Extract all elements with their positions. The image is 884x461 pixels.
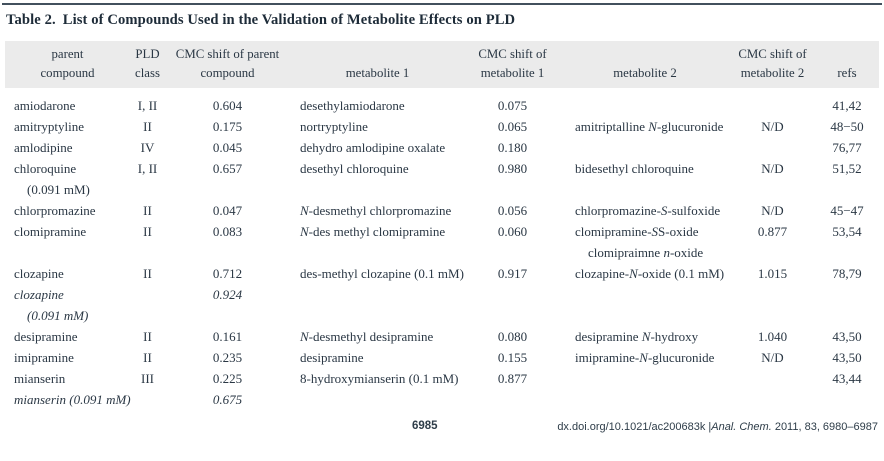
cell-cmc_met1: 0.917 (497, 266, 528, 281)
cell-met2 (560, 389, 730, 410)
cell-cmc_met1: 0.180 (497, 140, 528, 155)
cell-cmc_met2: N/D (761, 350, 784, 365)
table-title-label: Table 2. (6, 12, 56, 28)
cell-pld: III (141, 371, 154, 386)
cell-pld: II (143, 203, 152, 218)
cell-refs: 43,44 (832, 371, 862, 386)
cell-pld: II (143, 224, 152, 239)
cell-pld: IV (140, 140, 155, 155)
column-header-met2: metabolite 2 (560, 41, 730, 88)
cell-cmc_met1: 0.877 (497, 371, 528, 386)
cell-cmc_met1 (465, 389, 560, 410)
cell-met2: clomipramine-SS-oxide clomipraimne n-oxide (575, 224, 704, 260)
cell-met1: N-des methyl clomipramine (300, 224, 446, 239)
cell-pld (130, 389, 165, 410)
table-row (5, 368, 879, 389)
cell-parent: amitryptyline (14, 119, 85, 134)
cell-pld: II (143, 329, 152, 344)
cell-cmc_parent: 0.235 (212, 350, 243, 365)
cell-cmc_parent: 0.657 (212, 161, 243, 176)
cell-met2: bidesethyl chloroquine (575, 161, 694, 176)
header-row (5, 41, 879, 88)
cell-parent: mianserin (14, 371, 66, 386)
cell-cmc_met1: 0.155 (497, 350, 528, 365)
column-header-met1: metabolite 1 (290, 41, 465, 88)
cell-parent: amiodarone (14, 98, 76, 113)
top-rule (2, 3, 882, 5)
cell-parent: clomipramine (14, 224, 87, 239)
cell-parent: desipramine (14, 329, 78, 344)
cell-cmc_met2: N/D (761, 161, 784, 176)
column-header-refs: refs (815, 41, 879, 88)
page-footer (0, 420, 884, 438)
cell-refs: 43,50 (832, 329, 862, 344)
cell-cmc_met2: 1.040 (757, 329, 788, 344)
cell-refs: 41,42 (832, 98, 862, 113)
cell-met1: des-methyl clozapine (0.1 mM) (300, 266, 464, 281)
cell-pld: II (143, 119, 152, 134)
cell-cmc_parent: 0.045 (212, 140, 243, 155)
cell-met2: clozapine-N-oxide (0.1 mM) (575, 266, 725, 281)
cell-met2 (560, 137, 730, 158)
page-number: 6985 (412, 420, 438, 432)
cell-met2: imipramine-N-glucuronide (575, 350, 715, 365)
cell-cmc_parent: 0.225 (212, 371, 243, 386)
cell-parent: chloroquine (0.091 mM) (14, 161, 90, 197)
cell-cmc_met2 (730, 137, 815, 158)
cell-refs: 76,77 (832, 140, 862, 155)
cell-met1: desethylamiodarone (300, 98, 405, 113)
cell-parent: clozapine clozapine (0.091 mM) (14, 266, 89, 323)
cell-cmc_met2: N/D (761, 203, 784, 218)
table-header (5, 41, 879, 88)
table-row (5, 158, 879, 200)
column-header-pld: PLD class (130, 41, 165, 88)
table-row (5, 88, 879, 116)
cell-refs: 53,54 (832, 224, 862, 239)
cell-cmc_met2: N/D (761, 119, 784, 134)
cell-met2: desipramine N-hydroxy (575, 329, 699, 344)
cell-met1 (290, 389, 465, 410)
compounds-table (5, 41, 879, 410)
cell-refs: 78,79 (832, 266, 862, 281)
cell-cmc_met1: 0.056 (497, 203, 528, 218)
citation-volume-pages: 2011, 83, 6980–6987 (771, 421, 878, 433)
cell-cmc_parent: 0.047 (212, 203, 243, 218)
cell-met1: 8-hydroxymianserin (0.1 mM) (300, 371, 459, 386)
cell-cmc_met1: 0.980 (497, 161, 528, 176)
cell-refs: 51,52 (832, 161, 862, 176)
table-body (5, 88, 879, 410)
table-row (5, 347, 879, 368)
column-header-cmc_parent: CMC shift of parent compound (165, 41, 290, 88)
cell-cmc_met2 (730, 389, 815, 410)
column-header-parent: parent compound (5, 41, 130, 88)
table-row (5, 263, 879, 326)
cell-met1: desethyl chloroquine (300, 161, 409, 176)
table-row (5, 221, 879, 263)
cell-pld: II (143, 266, 152, 281)
cell-met1: dehydro amlodipine oxalate (300, 140, 446, 155)
cell-cmc_met1: 0.080 (497, 329, 528, 344)
column-header-cmc_met2: CMC shift of metabolite 2 (730, 41, 815, 88)
cell-pld: I, II (137, 161, 158, 176)
cell-parent: amlodipine (14, 140, 73, 155)
cell-cmc_parent: 0.604 (212, 98, 243, 113)
cell-cmc_met2 (730, 368, 815, 389)
cell-refs (815, 389, 879, 410)
column-header-cmc_met1: CMC shift of metabolite 1 (465, 41, 560, 88)
cell-met2 (560, 368, 730, 389)
table-row (5, 200, 879, 221)
cell-pld: II (143, 350, 152, 365)
citation-journal: Anal. Chem. (711, 421, 772, 433)
cell-cmc_parent: 0.712 0.924 (212, 266, 243, 302)
cell-met1: N-desmethyl desipramine (300, 329, 434, 344)
cell-met1: desipramine (300, 350, 364, 365)
table-title-text: List of Compounds Used in the Validation of Metabolite Effects on PLD (62, 12, 516, 28)
cell-refs: 43,50 (832, 350, 862, 365)
cell-cmc_parent: 0.675 (212, 392, 243, 407)
cell-pld: I, II (137, 98, 158, 113)
cell-refs: 48−50 (830, 119, 864, 134)
citation (557, 421, 878, 433)
table-title (6, 10, 884, 30)
cell-refs: 45−47 (830, 203, 864, 218)
table-row (5, 326, 879, 347)
cell-cmc_met1: 0.060 (497, 224, 528, 239)
cell-cmc_met2 (730, 88, 815, 116)
cell-cmc_parent: 0.083 (212, 224, 243, 239)
cell-parent: imipramine (14, 350, 74, 365)
cell-cmc_parent: 0.175 (212, 119, 243, 134)
cell-cmc_met2: 1.015 (757, 266, 788, 281)
cell-met2: amitriptalline N-glucuronide (575, 119, 724, 134)
cell-cmc_parent: 0.161 (212, 329, 243, 344)
cell-met1: N-desmethyl chlorpromazine (300, 203, 452, 218)
journal-page (0, 3, 884, 461)
cell-met2 (560, 88, 730, 116)
cell-cmc_met2: 0.877 (757, 224, 788, 239)
table-row (5, 116, 879, 137)
citation-doi: dx.doi.org/10.1021/ac200683k | (557, 421, 712, 433)
cell-parent: mianserin (0.091 mM) (14, 392, 131, 407)
cell-met1: nortryptyline (300, 119, 368, 134)
cell-parent: chlorpromazine (14, 203, 96, 218)
cell-met2: chlorpromazine-S-sulfoxide (575, 203, 721, 218)
cell-cmc_met1: 0.065 (497, 119, 528, 134)
cell-cmc_met1: 0.075 (497, 98, 528, 113)
table-row (5, 137, 879, 158)
table-row (5, 389, 879, 410)
